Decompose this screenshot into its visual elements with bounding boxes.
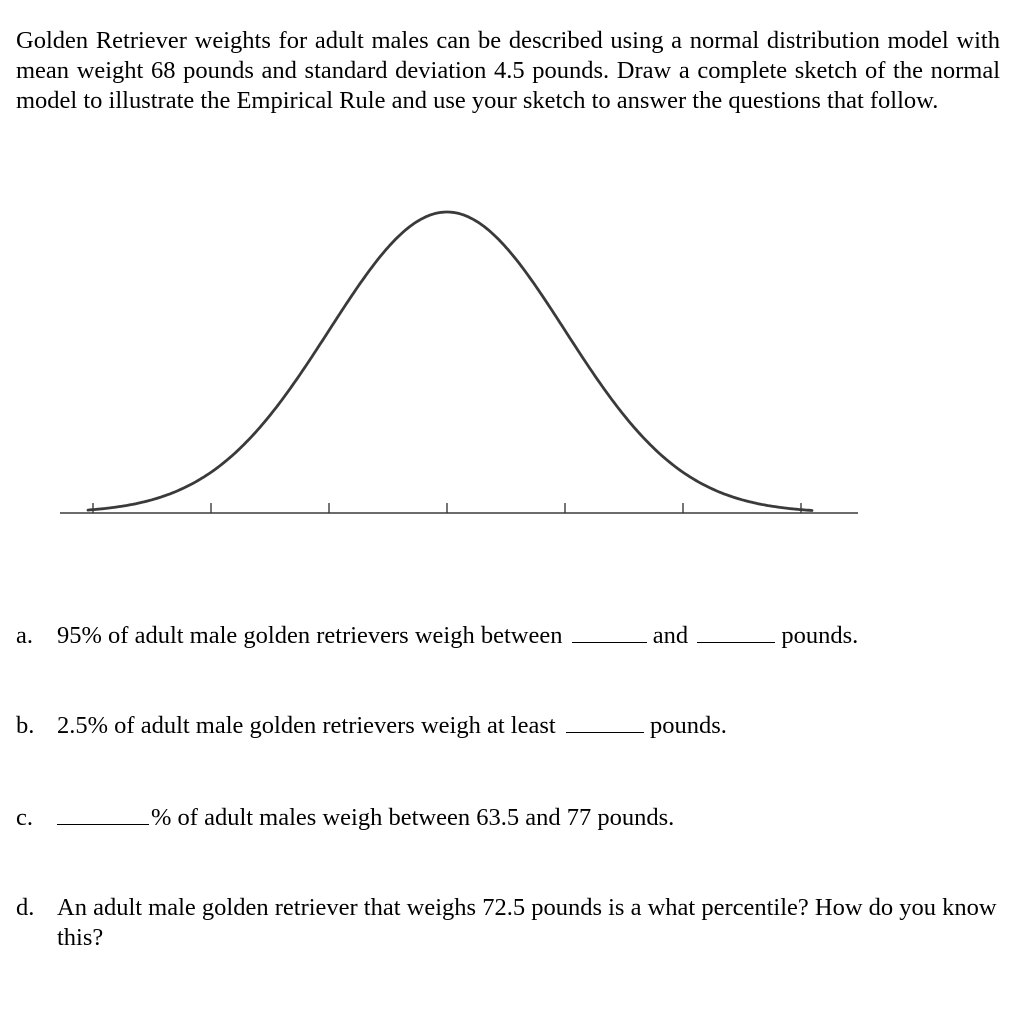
- question-a-blank-2[interactable]: [697, 622, 775, 643]
- question-d-text: An adult male golden retriever that weighs 72.5 pounds is a what percentile? How do you know this?: [57, 894, 997, 951]
- normal-curve-sketch: [0, 200, 1024, 530]
- question-a-text-1: 95% of adult male golden retrievers weigh between: [57, 622, 563, 649]
- question-a-text-2: and: [652, 622, 689, 649]
- axis-ticks: [93, 503, 801, 513]
- question-a-text-3: pounds.: [781, 622, 859, 649]
- problem-statement: Golden Retriever weights for adult males can be described using a normal distribution model with mean weight 68 pounds and standard deviation 4.5 pounds. Draw a complete sketch of the normal model to illustrate the Empirical Rule and use your sketch to answer the questions that follow.: [16, 27, 1000, 114]
- question-c-text: % of adult males weigh between 63.5 and 77 pounds.: [151, 804, 675, 831]
- question-a-blank-1[interactable]: [572, 622, 647, 643]
- question-d-letter: d.: [16, 894, 35, 921]
- question-b-text-2: pounds.: [649, 712, 727, 739]
- question-b-blank[interactable]: [566, 712, 644, 733]
- question-b-text-1: 2.5% of adult male golden retrievers weigh at least: [57, 712, 556, 739]
- normal-curve-svg: [0, 200, 1024, 530]
- question-b-letter: b.: [16, 712, 35, 739]
- question-c-blank[interactable]: [57, 804, 149, 825]
- question-a-letter: a.: [16, 622, 33, 649]
- question-c-letter: c.: [16, 804, 33, 831]
- normal-curve-line: [88, 212, 812, 511]
